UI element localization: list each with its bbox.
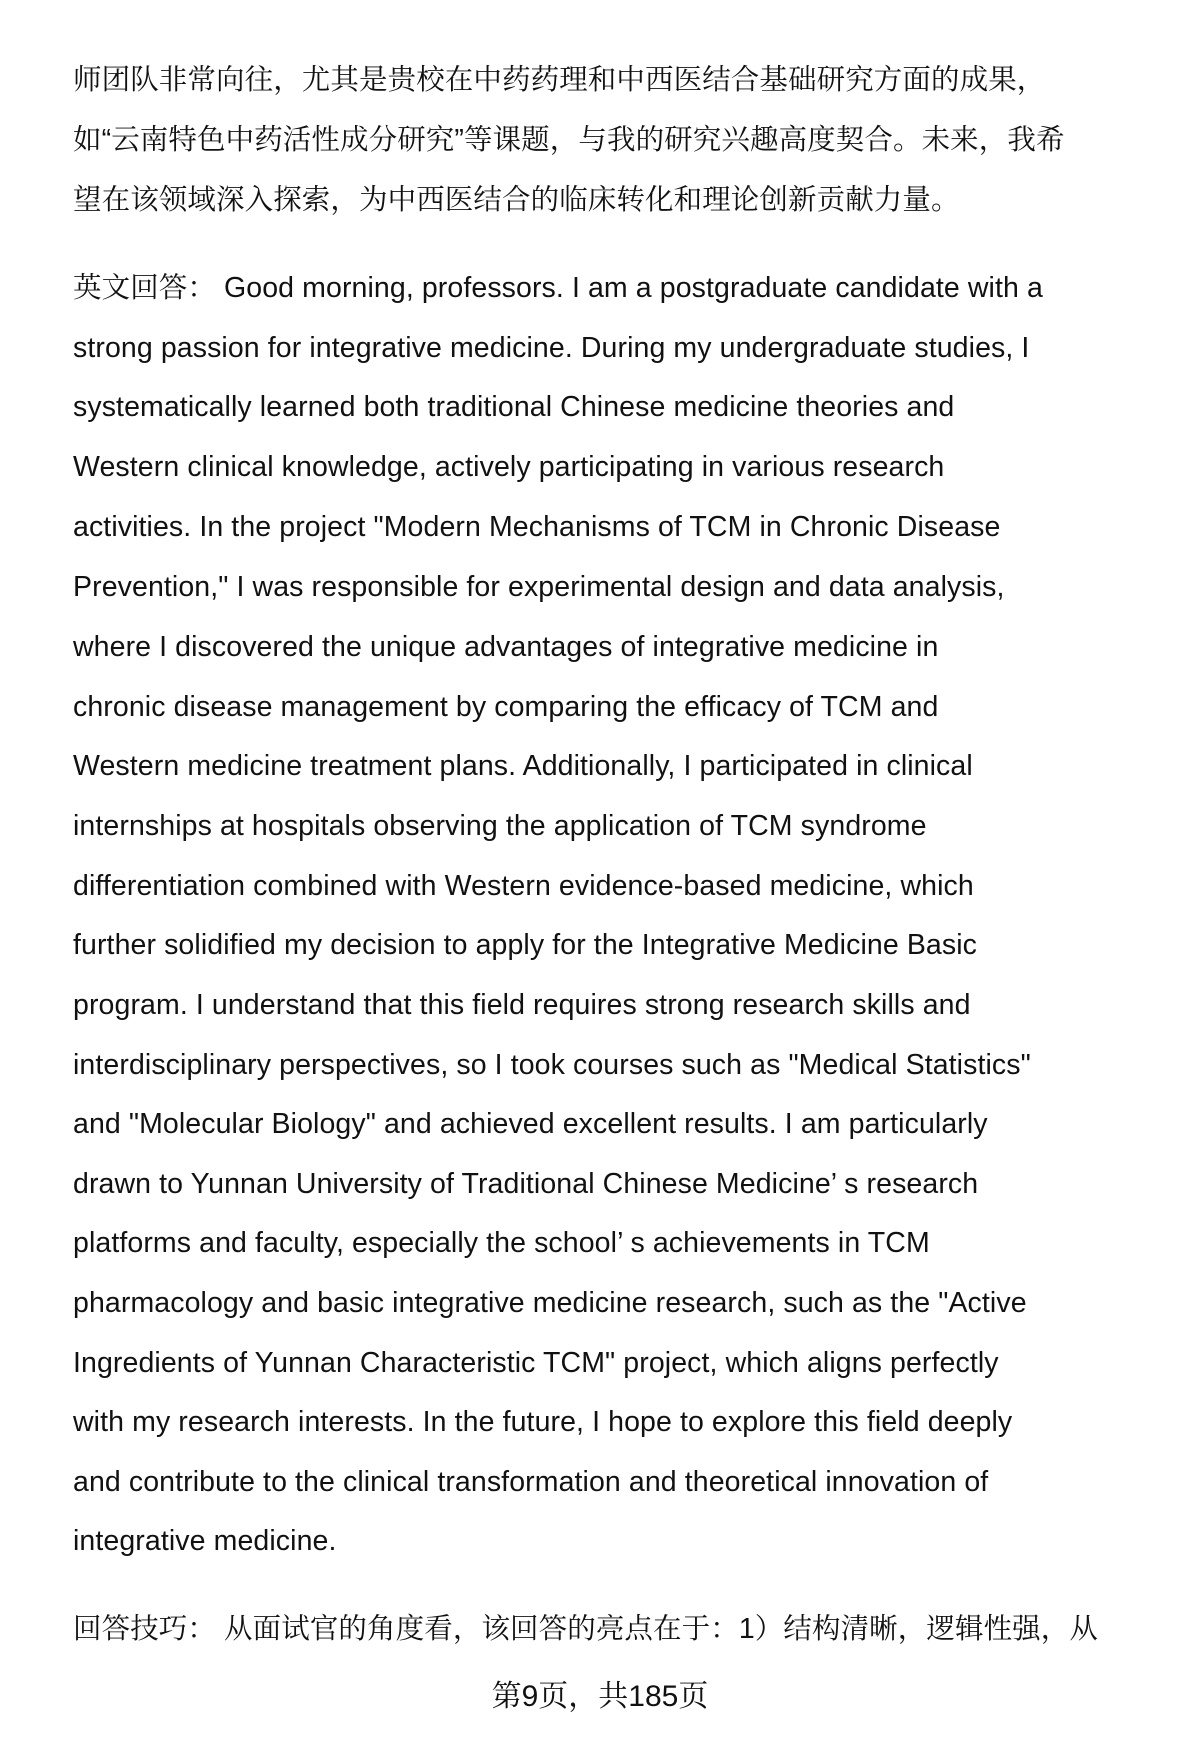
text-line: further solidified my decision to apply for the Integrative Medicine Basic [73, 929, 978, 961]
text-line: activities. In the project "Modern Mechanisms of TCM in Chronic Disease [73, 511, 1001, 543]
text-line: program. I understand that this field requires strong research skills and [73, 989, 971, 1021]
text-line: internships at hospitals observing the application of TCM syndrome [73, 810, 927, 842]
text-line: 师团队非常向往，尤其是贵校在中药药理和中西医结合基础研究方面的成果， [73, 64, 1046, 96]
text-line: and "Molecular Biology" and achieved excellent results. I am particularly [73, 1108, 988, 1140]
text-line: with my research interests. In the future, I hope to explore this field deeply [73, 1406, 1013, 1438]
page-number-footer: 第9页，共185页 [491, 1680, 709, 1713]
text-line: Western clinical knowledge, actively participating in various research [73, 451, 945, 483]
text-line: 英文回答： Good morning, professors. I am a postgraduate candidate with a [73, 272, 1043, 304]
text-line: differentiation combined with Western evidence-based medicine, which [73, 870, 974, 902]
text-line: 望在该领域深入探索，为中西医结合的临床转化和理论创新贡献力量。 [73, 184, 960, 216]
text-line: drawn to Yunnan University of Traditional Chinese Medicine’ s research [73, 1168, 979, 1200]
text-line: interdisciplinary perspectives, so I took courses such as "Medical Statistics" [73, 1049, 1031, 1081]
text-line: systematically learned both traditional Chinese medicine theories and [73, 391, 955, 423]
text-line: integrative medicine. [73, 1525, 337, 1557]
text-line: chronic disease management by comparing the efficacy of TCM and [73, 691, 939, 723]
text-line: 如“云南特色中药活性成分研究”等课题，与我的研究兴趣高度契合。未来，我希 [73, 124, 1065, 156]
text-line: and contribute to the clinical transformation and theoretical innovation of [73, 1466, 989, 1498]
text-line: Prevention," I was responsible for experimental design and data analysis, [73, 571, 1005, 603]
text-line: Western medicine treatment plans. Additionally, I participated in clinical [73, 750, 973, 782]
text-line: pharmacology and basic integrative medicine research, such as the "Active [73, 1287, 1027, 1319]
text-line: Ingredients of Yunnan Characteristic TCM" project, which aligns perfectly [73, 1347, 999, 1379]
text-line: 回答技巧： 从面试官的角度看，该回答的亮点在于：1）结构清晰，逻辑性强，从 [73, 1613, 1098, 1645]
text-line: strong passion for integrative medicine. During my undergraduate studies, I [73, 332, 1030, 364]
text-line: where I discovered the unique advantages of integrative medicine in [73, 631, 939, 663]
text-line: platforms and faculty, especially the school’ s achievements in TCM [73, 1227, 930, 1259]
